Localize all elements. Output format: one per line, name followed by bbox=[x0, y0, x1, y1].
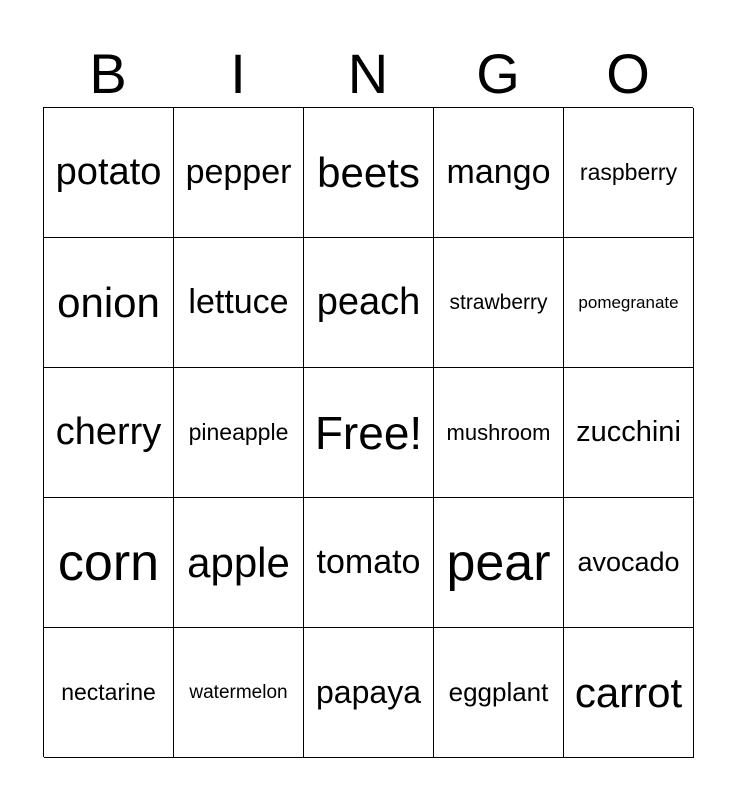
bingo-cell[interactable] bbox=[304, 498, 434, 628]
cell-label: nectarine bbox=[61, 679, 156, 705]
cell-label: pineapple bbox=[188, 419, 289, 445]
bingo-cell[interactable] bbox=[564, 498, 694, 628]
bingo-cell[interactable] bbox=[304, 108, 434, 238]
cell-label: lettuce bbox=[188, 283, 289, 321]
bingo-cell[interactable] bbox=[564, 368, 694, 498]
cell-label: mushroom bbox=[446, 419, 551, 445]
bingo-cell[interactable] bbox=[564, 628, 694, 758]
bingo-cell[interactable] bbox=[174, 368, 304, 498]
cell-label: pear bbox=[446, 533, 551, 592]
bingo-cell[interactable] bbox=[44, 108, 174, 238]
free-space-label: Free! bbox=[314, 406, 423, 459]
bingo-cell[interactable] bbox=[44, 628, 174, 758]
cell-label: cherry bbox=[55, 411, 162, 453]
bingo-cell[interactable] bbox=[174, 108, 304, 238]
cell-label: pomegranate bbox=[578, 292, 679, 312]
bingo-cell[interactable] bbox=[44, 498, 174, 628]
bingo-cell[interactable] bbox=[434, 628, 564, 758]
bingo-cell[interactable] bbox=[174, 628, 304, 758]
cell-label: avocado bbox=[577, 547, 680, 577]
cell-label: corn bbox=[57, 533, 160, 592]
cell-label: watermelon bbox=[189, 681, 288, 703]
cell-label: mango bbox=[446, 153, 551, 191]
cell-label: pepper bbox=[185, 153, 292, 191]
free-space-cell[interactable] bbox=[304, 368, 434, 498]
bingo-cell[interactable] bbox=[564, 238, 694, 368]
bingo-cell[interactable] bbox=[564, 108, 694, 238]
bingo-header bbox=[43, 40, 693, 108]
bingo-board bbox=[43, 107, 693, 757]
cell-label: eggplant bbox=[448, 677, 549, 707]
cell-label: papaya bbox=[316, 674, 421, 710]
bingo-cell[interactable] bbox=[434, 238, 564, 368]
bingo-cell[interactable] bbox=[434, 108, 564, 238]
cell-label: tomato bbox=[316, 543, 421, 581]
bingo-cell[interactable] bbox=[304, 628, 434, 758]
bingo-cell[interactable] bbox=[44, 238, 174, 368]
bingo-cell[interactable] bbox=[434, 368, 564, 498]
header-letter-o: O bbox=[606, 42, 650, 105]
cell-label: apple bbox=[187, 538, 290, 586]
cell-label: beets bbox=[317, 148, 420, 196]
header-letter-g: G bbox=[476, 42, 520, 105]
header-letter-n: N bbox=[347, 42, 389, 105]
bingo-cell[interactable] bbox=[434, 498, 564, 628]
bingo-cell[interactable] bbox=[304, 238, 434, 368]
cell-label: peach bbox=[316, 281, 421, 323]
header-letter-b: B bbox=[89, 42, 127, 105]
cell-label: onion bbox=[57, 278, 160, 326]
bingo-cell[interactable] bbox=[174, 238, 304, 368]
cell-label: strawberry bbox=[449, 290, 548, 314]
cell-label: potato bbox=[55, 151, 162, 193]
cell-label: raspberry bbox=[579, 159, 678, 185]
cell-label: zucchini bbox=[576, 416, 681, 448]
cell-label: carrot bbox=[574, 668, 683, 716]
bingo-cell[interactable] bbox=[174, 498, 304, 628]
bingo-cell[interactable] bbox=[44, 368, 174, 498]
header-letter-i: I bbox=[230, 42, 246, 105]
